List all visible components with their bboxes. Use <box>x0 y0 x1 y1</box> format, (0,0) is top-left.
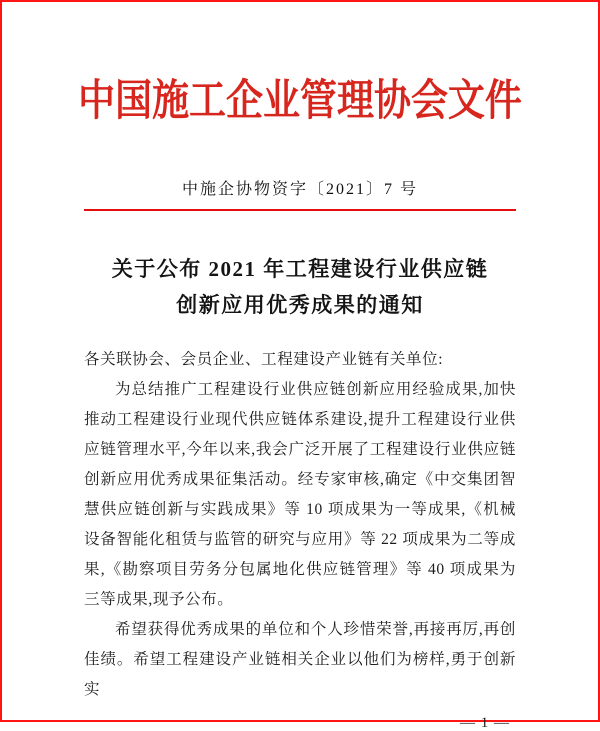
page-number: — 1 — <box>460 715 510 731</box>
letterhead-title: 中国施工企业管理协会文件 <box>78 78 522 125</box>
body-paragraph: 为总结推广工程建设行业供应链创新应用经验成果,加快推动工程建设行业现代供应链体系建设,提升工程建设行业供应链管理水平,今年以来,我会广泛开展了工程建设行业供应链创新应用优秀成果征集活动。经专家审核,确定《中交集团智慧供应链创新与实践成果》等 10 项成果为一等成果,《机械设备智能化租赁与监管的研究与应用》等 22 项成果为二等成果,《勘察项目劳务分包属地化供应链管理》等 40 项成果为三等成果,现予公布。 <box>84 381 516 608</box>
document-title-line1: 关于公布 2021 年工程建设行业供应链 <box>111 257 489 281</box>
salutation: 各关联协会、会员企业、工程建设产业链有关单位: <box>84 351 444 368</box>
document-title-line2: 创新应用优秀成果的通知 <box>176 293 424 317</box>
red-separator-rule <box>84 209 516 211</box>
document-title <box>2 251 598 323</box>
document-body <box>84 345 516 705</box>
document-number: 中施企协物资字〔2021〕7 号 <box>181 181 418 198</box>
body-paragraph: 希望获得优秀成果的单位和个人珍惜荣誉,再接再厉,再创佳绩。希望工程建设产业链相关企业以他们为榜样,勇于创新实 <box>84 621 516 698</box>
